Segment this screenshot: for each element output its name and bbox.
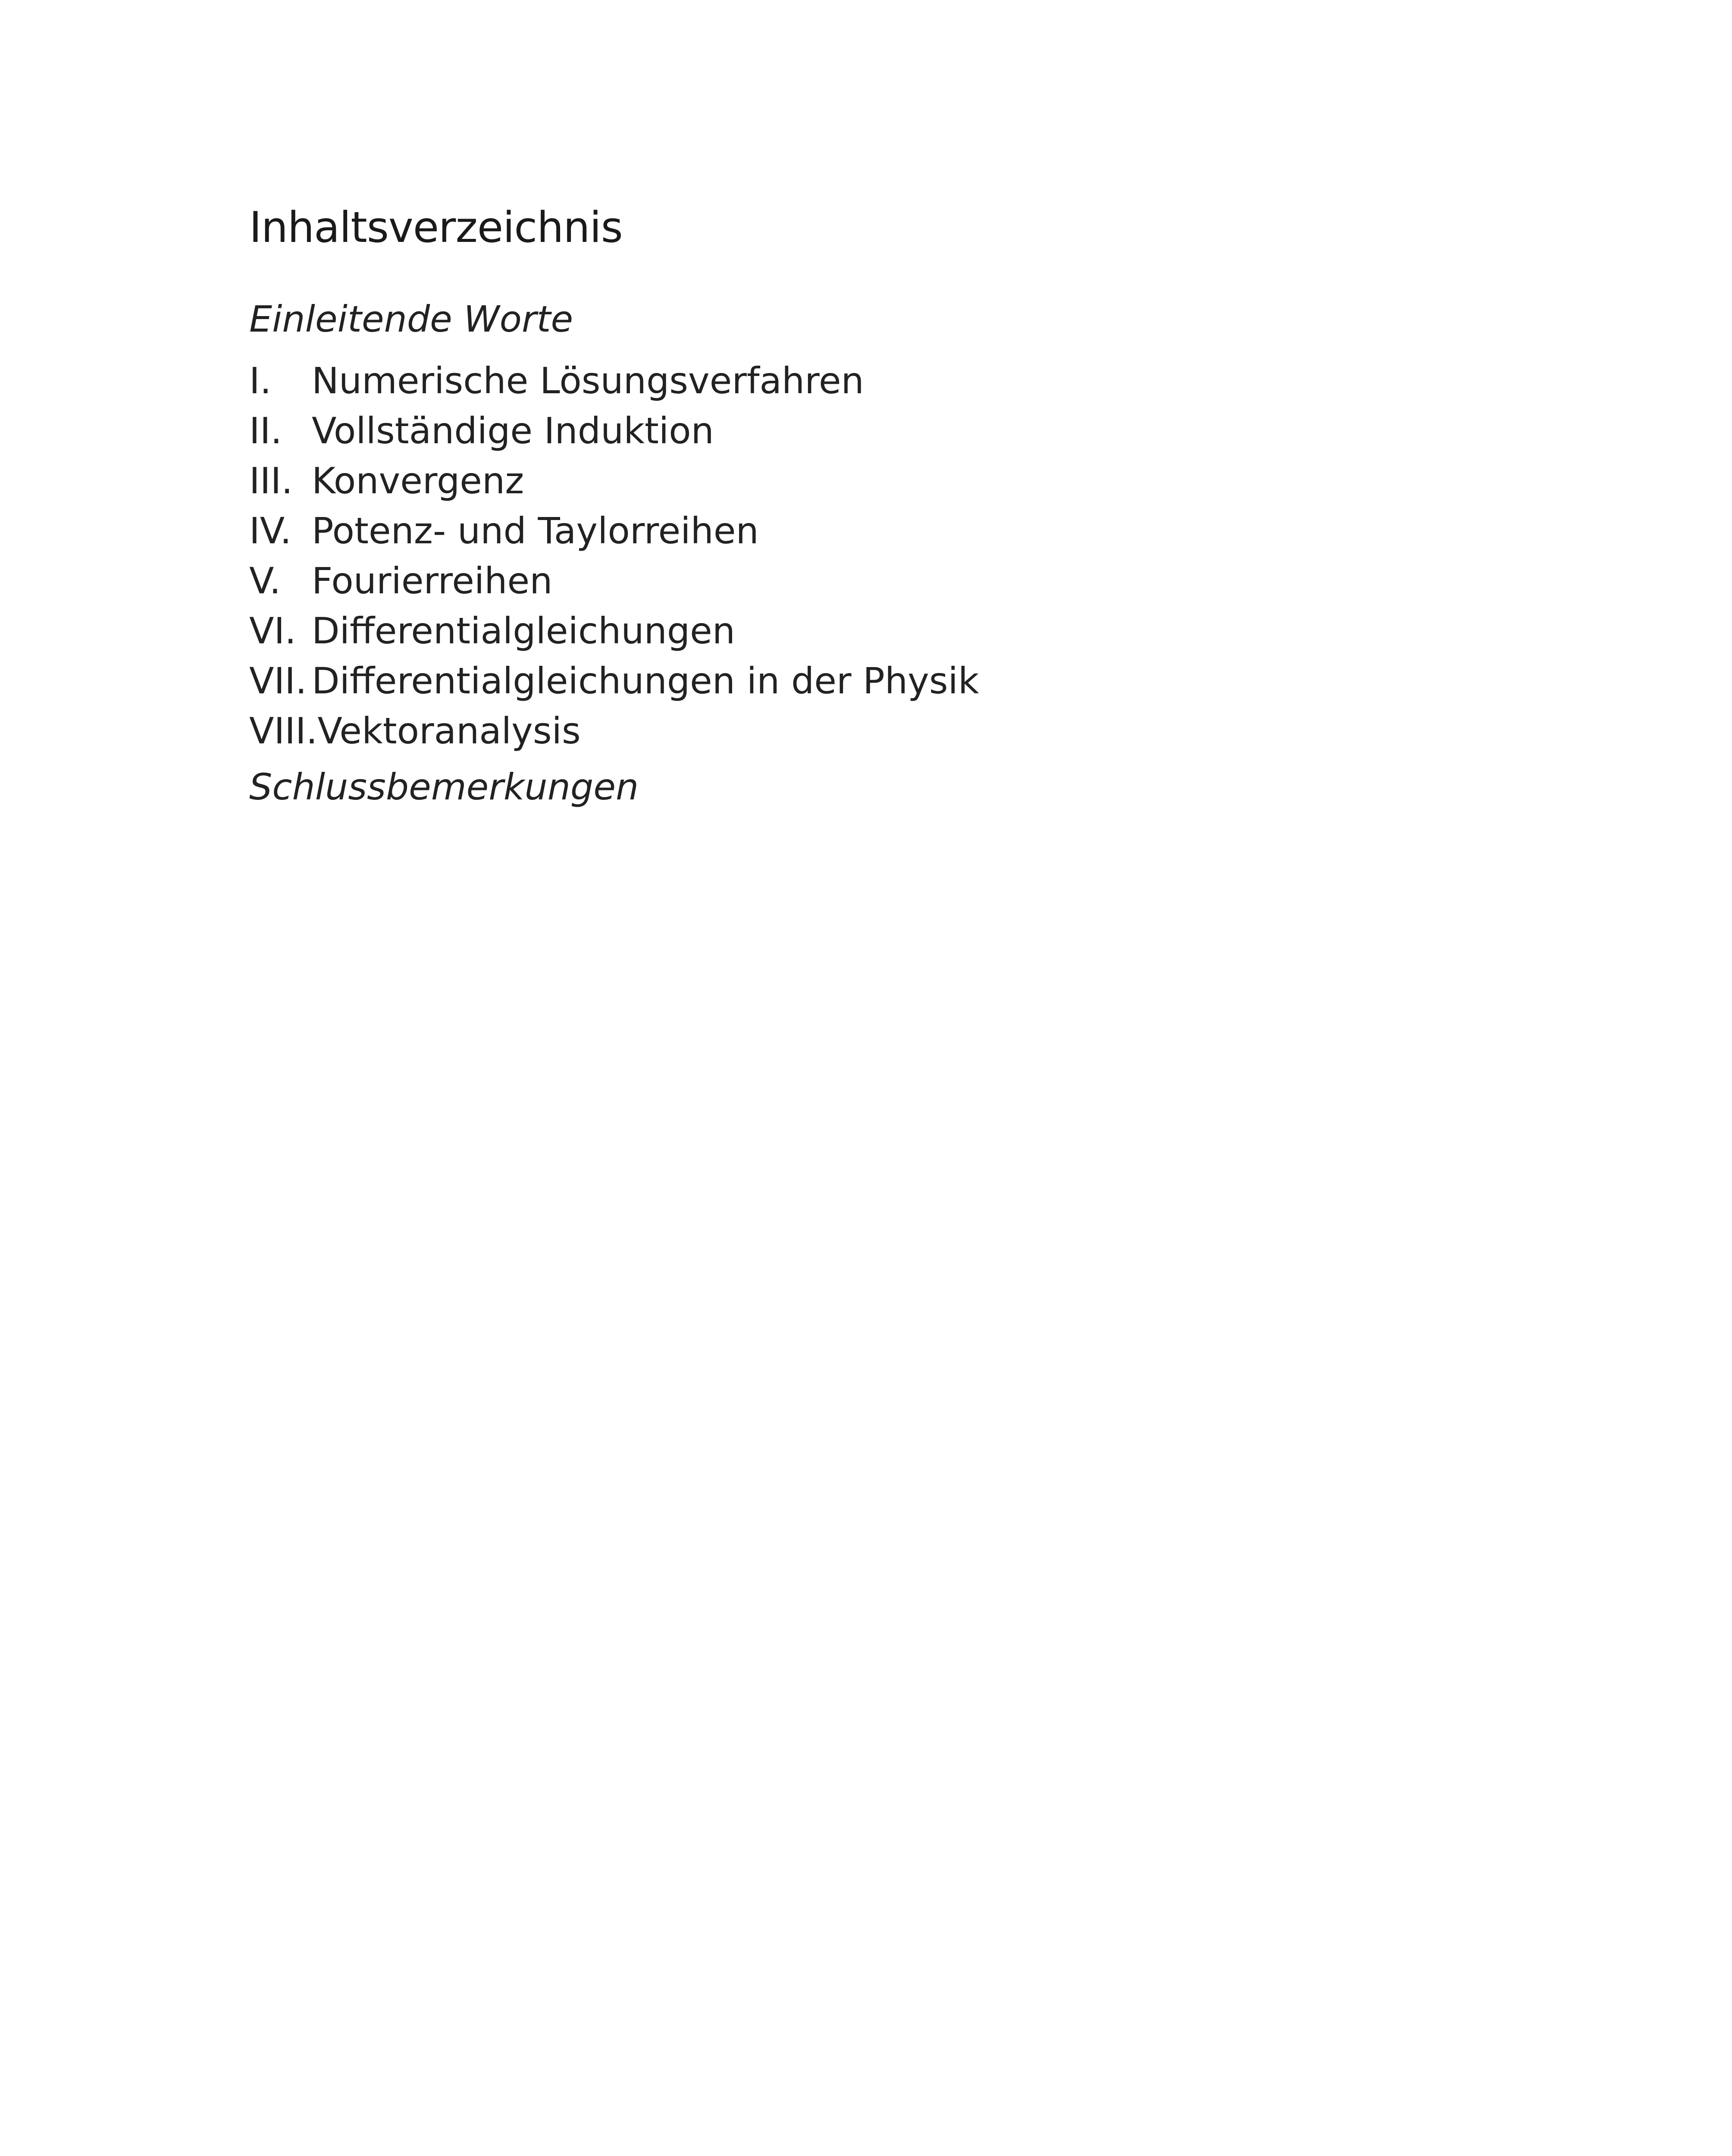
chapter-number: I. <box>249 360 272 402</box>
chapter-number: VII. <box>249 660 307 702</box>
chapter-number: IV. <box>249 510 292 552</box>
chapter-title: Numerische Lösungsverfahren <box>312 360 864 402</box>
toc-chapter-5[interactable] <box>249 556 979 606</box>
toc-chapter-2[interactable] <box>249 406 979 456</box>
chapter-title: Fourierreihen <box>312 560 553 602</box>
toc-intro-entry[interactable]: Einleitende Worte <box>249 298 573 340</box>
chapter-number: VIII. <box>249 710 318 752</box>
chapter-title: Differentialgleichungen <box>312 610 736 652</box>
toc-chapter-list <box>249 356 979 756</box>
chapter-title: Vektoranalysis <box>317 710 581 752</box>
toc-chapter-4[interactable] <box>249 506 979 556</box>
chapter-number: III. <box>249 460 293 502</box>
chapter-title: Potenz- und Taylorreihen <box>312 510 759 552</box>
chapter-title: Vollständige Induktion <box>312 410 714 452</box>
toc-chapter-8[interactable] <box>249 706 979 756</box>
chapter-title: Konvergenz <box>312 460 524 502</box>
toc-outro-entry[interactable]: Schlussbemerkungen <box>249 766 639 808</box>
toc-chapter-3[interactable] <box>249 456 979 506</box>
chapter-title: Differentialgleichungen in der Physik <box>312 660 979 702</box>
chapter-number: V. <box>249 560 281 602</box>
toc-chapter-1[interactable] <box>249 356 979 406</box>
toc-chapter-7[interactable] <box>249 656 979 706</box>
page-title: Inhaltsverzeichnis <box>249 203 623 252</box>
toc-chapter-6[interactable] <box>249 606 979 656</box>
chapter-number: VI. <box>249 610 296 652</box>
chapter-number: II. <box>249 410 282 452</box>
